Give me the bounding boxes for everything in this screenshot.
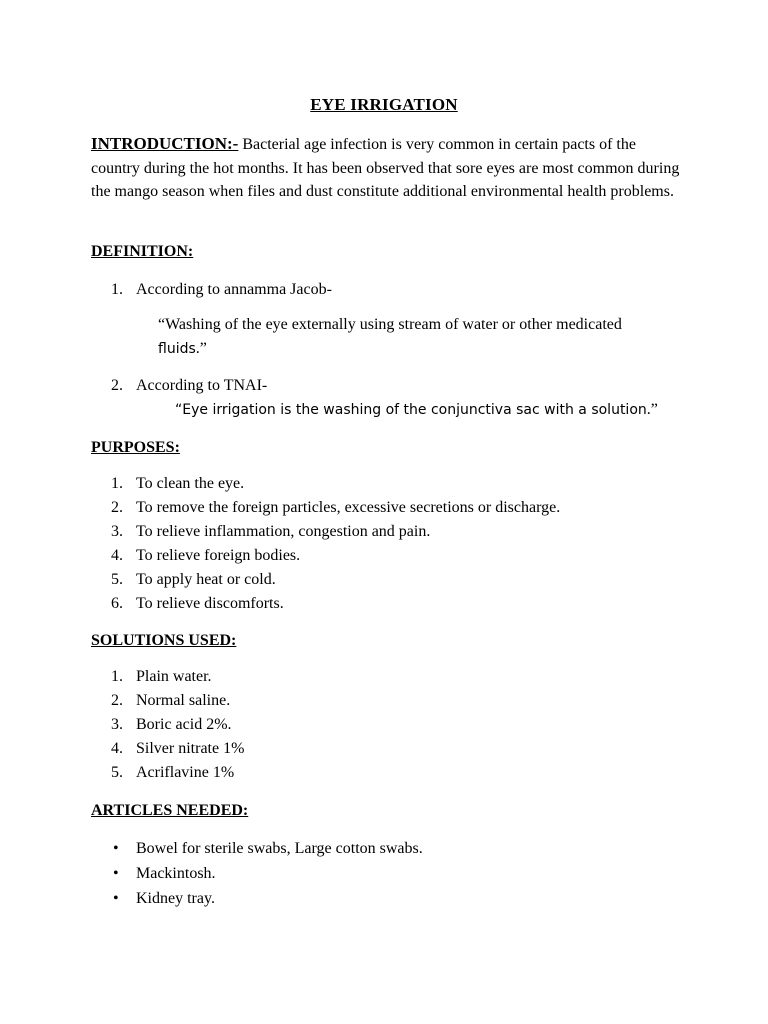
purposes-heading: PURPOSES: [91,439,180,456]
list-number: 3. [111,523,123,540]
list-item [91,520,560,544]
list-item-text: To apply heat or cold. [136,571,276,588]
list-item-text: According to annamma Jacob- [136,281,332,298]
list-item [91,737,244,761]
solutions-heading: SOLUTIONS USED: [91,632,237,649]
list-item-text: Silver nitrate 1% [136,740,245,757]
definition-quote-2 [175,398,715,422]
list-number: 6. [111,595,123,612]
bullet-icon: • [113,890,119,907]
list-item-text: According to TNAI- [136,377,268,394]
bullet-icon: • [113,865,119,882]
list-item [91,886,423,911]
list-item-text: Kidney tray. [136,890,215,907]
definition-quote-1 [158,313,698,361]
articles-list [91,836,423,911]
list-number: 2. [111,499,123,516]
list-number: 1. [111,668,123,685]
introduction-text: Bacterial age infection is very common in certain pacts of the country during the hot months. It has been observed that sore eyes are most common during the mango season when files and dust constitute additional environmental health problems. [91,136,680,200]
list-number: 3. [111,716,123,733]
list-item [91,836,423,861]
purposes-list [91,472,560,616]
list-number: 1. [111,281,123,298]
list-item [91,665,244,689]
list-item-text: Plain water. [136,668,212,685]
list-number: 2. [111,377,123,394]
list-item-text: Bowel for sterile swabs, Large cotton swabs. [136,840,423,857]
list-item-text: To clean the eye. [136,475,245,492]
list-item [91,472,560,496]
list-item [91,713,244,737]
list-item [91,592,560,616]
document-title: EYE IRRIGATION [310,95,458,114]
list-item-text: To relieve inflammation, congestion and pain. [136,523,431,540]
list-item-text: To relieve foreign bodies. [136,547,301,564]
definition-list-2 [91,374,267,398]
list-item [91,374,267,398]
list-item [91,689,244,713]
introduction-label: INTRODUCTION:- [91,134,239,153]
list-item-text: To remove the foreign particles, excessive secretions or discharge. [136,499,561,516]
list-item [91,761,244,785]
list-item-text: Normal saline. [136,692,231,709]
list-number: 2. [111,692,123,709]
quote-end: .” [195,340,207,357]
bullet-icon: • [113,840,119,857]
list-number: 4. [111,740,123,757]
list-item-text: Acriflavine 1% [136,764,235,781]
list-item [91,278,332,302]
quote-text: “Washing of the eye externally using stream of water or other medicated [158,316,622,333]
list-item [91,568,560,592]
list-item-text: Mackintosh. [136,865,216,882]
articles-heading: ARTICLES NEEDED: [91,802,249,819]
introduction-paragraph [91,132,681,204]
definition-heading: DEFINITION: [91,243,194,260]
list-item [91,861,423,886]
list-item [91,544,560,568]
solutions-list [91,665,244,785]
list-item-text: To relieve discomforts. [136,595,284,612]
list-number: 5. [111,571,123,588]
definition-list-1 [91,278,332,302]
quote-text: “Eye irrigation is the washing of the conjunctiva sac with a solution [175,402,647,418]
list-number: 5. [111,764,123,781]
list-number: 4. [111,547,123,564]
quote-tail: fluids [158,341,196,357]
list-item [91,496,560,520]
list-item-text: Boric acid 2%. [136,716,232,733]
quote-end: .” [646,401,658,418]
list-number: 1. [111,475,123,492]
